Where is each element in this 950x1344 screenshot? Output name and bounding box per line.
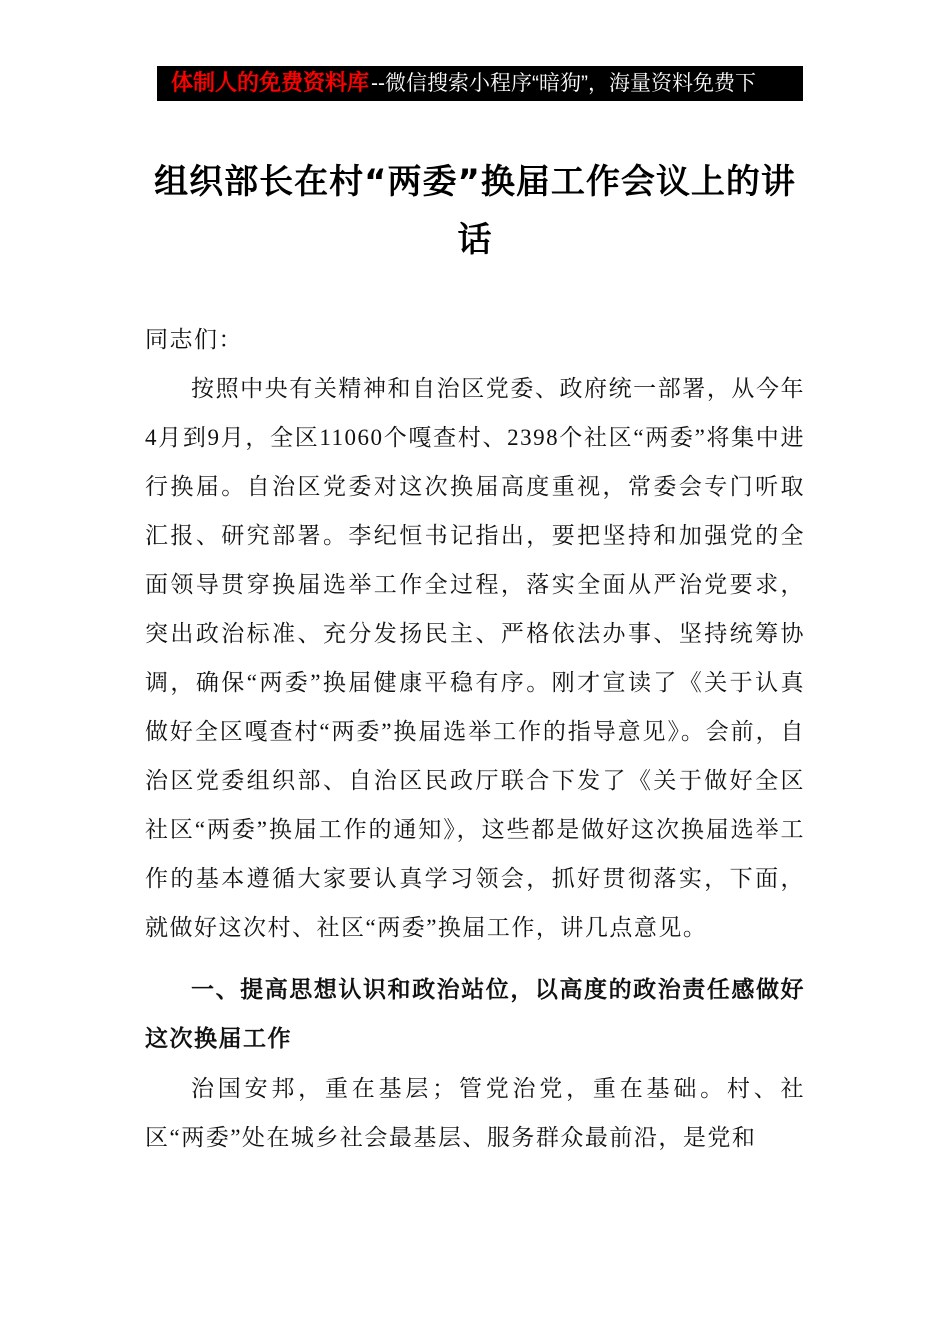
- section-heading-1: 一、提高思想认识和政治站位，以高度的政治责任感做好这次换届工作: [145, 977, 805, 1052]
- paragraph-body-2: 治国安邦，重在基层；管党治党，重在基础。村、社区“两委”处在城乡社会最基层、服务群众最前沿，是党和: [145, 1076, 805, 1150]
- promo-banner: [157, 66, 803, 101]
- document-body: [145, 315, 805, 1162]
- banner-highlight-text: 体制人的免费资料库: [171, 70, 370, 95]
- document-title: 组织部长在村“两委”换届工作会议上的讲话: [154, 162, 796, 260]
- banner-rest-text: --微信搜索小程序“暗狗”，海量资料免费下: [371, 72, 756, 95]
- paragraph-salutation: 同志们：: [145, 327, 243, 352]
- paragraph-body-1: 按照中央有关精神和自治区党委、政府统一部署，从今年4月到9月，全区11060个嘎查村、2398个社区“两委”将集中进行换届。自治区党委对这次换届高度重视，常委会专门听取汇报、研究部署。李纪恒书记指出，要把坚持和加强党的全面领导贯穿换届选举工作全过程，落实全面从严治党要求，突出政治标准、充分发扬民主、严格依法办事、坚持统筹协调，确保“两委”换届健康平稳有序。刚才宣读了《关于认真做好全区嘎查村“两委”换届选举工作的指导意见》。会前，自治区党委组织部、自治区民政厅联合下发了《关于做好全区社区“两委”换届工作的通知》，这些都是做好这次换届选举工作的基本遵循大家要认真学习领会，抓好贯彻落实，下面，就做好这次村、社区“两委”换届工作，讲几点意见。: [145, 376, 805, 940]
